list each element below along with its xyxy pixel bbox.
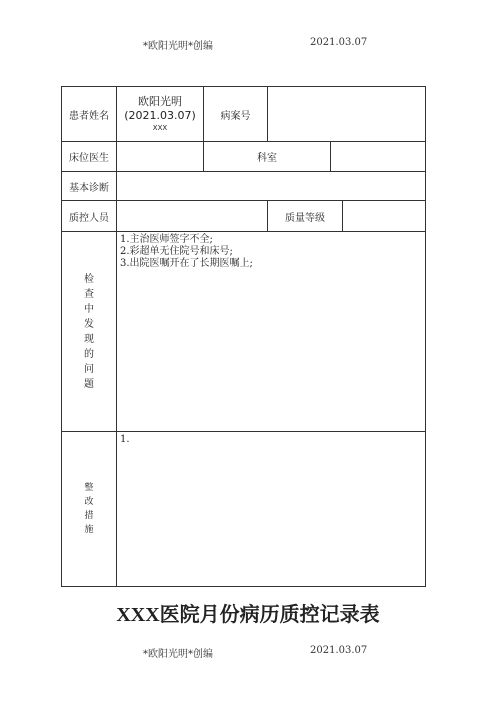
patient-name-value: 欧阳光明 [138,95,182,109]
diagnosis-field[interactable] [117,172,426,201]
patient-name-date: (2021.03.07) [124,109,196,123]
row-qc [62,201,426,232]
document-title: XXX医院月份病历质控记录表 [116,602,380,626]
diagnosis-label: 基本诊断 [62,172,117,201]
doctor-label: 床位医生 [62,142,117,172]
qc-person-field[interactable] [117,201,268,232]
quality-grade-label: 质量等级 [268,201,343,232]
qc-person-label: 质控人员 [62,201,117,232]
department-field[interactable] [331,142,426,172]
footer-date: 2021.03.07 [310,645,368,656]
department-label: 科室 [204,142,331,172]
qc-record-table [61,86,426,587]
patient-name-cell[interactable] [117,87,204,142]
measures-label: 整 改 措 施 [62,432,117,587]
issue-item: 3.出院医嘱开在了长期医嘱上; [120,258,253,269]
row-diagnosis [62,172,426,201]
row-issues [62,232,426,432]
issues-label: 检 查 中 发 现 的 问 题 [62,232,117,432]
measures-field[interactable] [117,432,426,587]
row-patient [62,87,426,142]
patient-name-sub: XXX [152,123,168,132]
measure-item: 1. [120,434,130,445]
header-author: *欧阳光明*创编 [143,41,213,52]
case-no-label: 病案号 [204,87,268,142]
case-no-field[interactable] [268,87,426,142]
footer-author: *欧阳光明*创编 [143,649,213,660]
header-date: 2021.03.07 [310,37,368,48]
issues-field[interactable] [117,232,426,432]
issue-item: 2.彩超单无住院号和床号; [120,246,233,257]
quality-grade-field[interactable] [343,201,426,232]
patient-name-label: 患者姓名 [62,87,117,142]
doctor-field[interactable] [117,142,204,172]
row-doctor [62,142,426,172]
issue-item: 1.主治医师签字不全; [120,234,213,245]
row-measures [62,432,426,587]
